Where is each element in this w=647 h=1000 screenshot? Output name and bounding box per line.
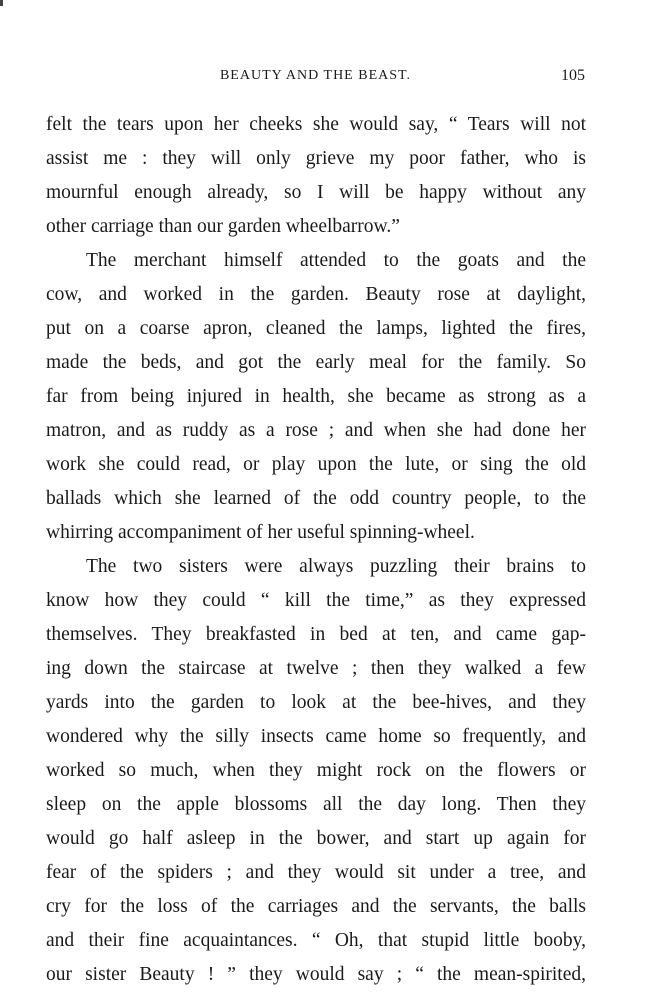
text-line: cry for the loss of the carriages and the servants, the balls <box>46 896 586 917</box>
text-line: far from being injured in health, she became as strong as a <box>46 386 586 407</box>
text-line: know how they could “ kill the time,” as they expressed <box>46 590 586 611</box>
text-line: fear of the spiders ; and they would sit under a tree, and <box>46 862 586 883</box>
text-line: and their fine acquaintances. “ Oh, that stupid little booby, <box>46 930 586 951</box>
body-text <box>46 108 586 992</box>
text-line: would go half asleep in the bower, and start up again for <box>46 828 586 849</box>
margin-mark <box>0 0 3 6</box>
text-line: felt the tears upon her cheeks she would say, “ Tears will not <box>46 114 586 135</box>
text-line: themselves. They breakfasted in bed at ten, and came gap- <box>46 624 586 645</box>
text-line: work she could read, or play upon the lute, or sing the old <box>46 454 586 475</box>
text-line: made the beds, and got the early meal for the family. So <box>46 352 586 373</box>
text-line: put on a coarse apron, cleaned the lamps, lighted the fires, <box>46 318 586 339</box>
text-line: cow, and worked in the garden. Beauty rose at daylight, <box>46 284 586 305</box>
text-line: mournful enough already, so I will be happy without any <box>46 182 586 203</box>
page-number: 105 <box>561 67 585 84</box>
text-line: whirring accompaniment of her useful spinning-wheel. <box>46 522 475 543</box>
running-header <box>46 64 585 88</box>
text-line: ing down the staircase at twelve ; then they walked a few <box>46 658 586 679</box>
text-line: sleep on the apple blossoms all the day long. Then they <box>46 794 586 815</box>
text-line: matron, and as ruddy as a rose ; and when she had done her <box>46 420 586 441</box>
text-line: ballads which she learned of the odd country people, to the <box>46 488 586 509</box>
paragraph-first-line: The merchant himself attended to the goats and the <box>86 250 586 271</box>
text-line: worked so much, when they might rock on the flowers or <box>46 760 586 781</box>
text-line: assist me : they will only grieve my poor father, who is <box>46 148 586 169</box>
running-title: BEAUTY AND THE BEAST. <box>219 68 412 83</box>
text-line: our sister Beauty ! ” they would say ; “ the mean-spirited, <box>46 964 586 985</box>
paragraph-first-line: The two sisters were always puzzling their brains to <box>86 556 586 577</box>
text-line: other carriage than our garden wheelbarrow.” <box>46 216 400 237</box>
text-line: wondered why the silly insects came home so frequently, and <box>46 726 586 747</box>
text-line: yards into the garden to look at the bee-hives, and they <box>46 692 586 713</box>
